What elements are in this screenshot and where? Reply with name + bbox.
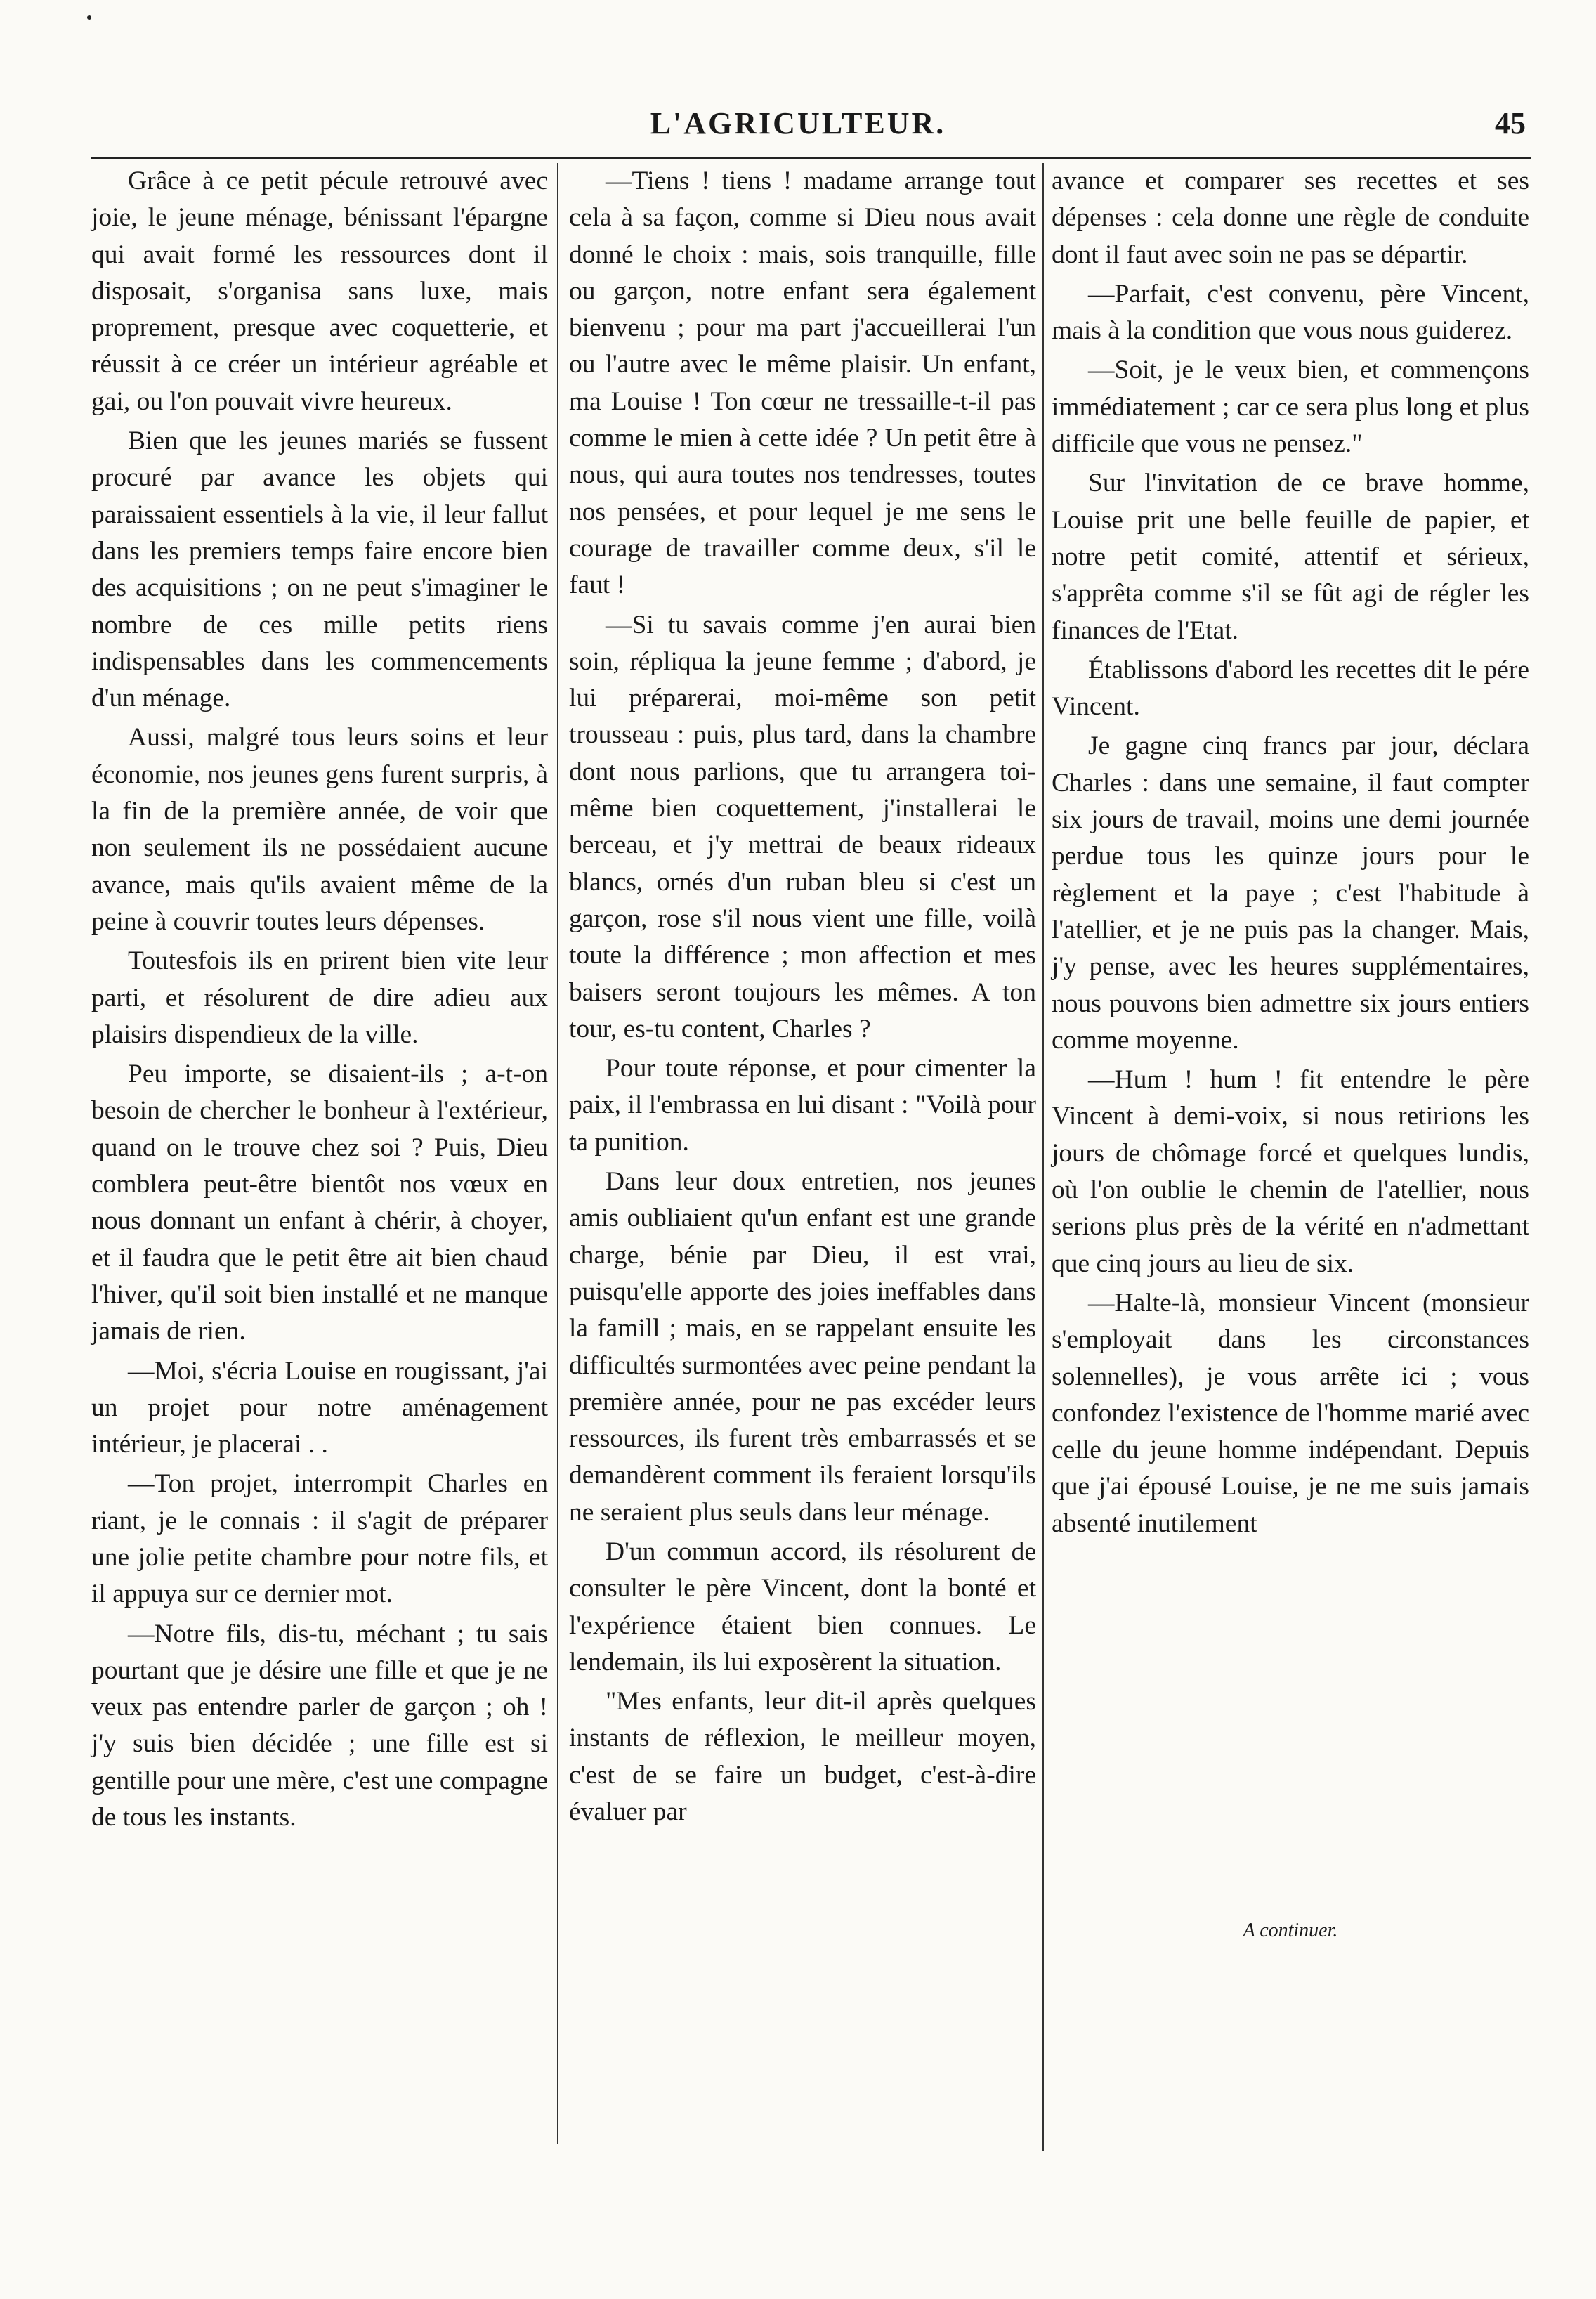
paragraph: —Tiens ! tiens ! madame arrange tout cela à sa façon, comme si Dieu nous avait donné le choix : mais, sois tranquille, fille ou garçon, notre enfant sera également bienvenu ; pour ma part j'accueillerai l'un ou l'autre avec le même plaisir. Un enfant, ma Louise ! Ton cœur ne tressaille-t-il pas comme le mien à cette idée ? Un petit être à nous, qui aura toutes nos tendresses, toutes nos pensées, et pour lequel je me sens le courage de travailler comme deux, s'il le faut ! bbox=[569, 167, 1036, 600]
page-title: L'AGRICULTEUR. bbox=[650, 106, 946, 141]
text-column-1 bbox=[91, 163, 548, 2144]
paragraph: D'un commun accord, ils résolurent de consulter le père Vincent, dont la bonté et l'expérience étaient bien connues. Le lendemain, ils lui exposèrent la situation. bbox=[569, 1537, 1036, 1676]
paragraph: Grâce à ce petit pécule retrouvé avec joie, le jeune ménage, bénissant l'épargne qui avait formé les ressources dont il disposait, s'organisa sans luxe, mais proprement, presque avec coquetterie, et réussit à ce créer un intérieur agréable et gai, ou l'on pouvait vivre heureux. bbox=[91, 167, 548, 416]
paragraph: Toutesfois ils en prirent bien vite leur parti, et résolurent de dire adieu aux plaisirs dispendieux de la ville. bbox=[91, 946, 548, 1049]
page-number: 45 bbox=[1495, 106, 1526, 141]
column-divider bbox=[1042, 163, 1044, 2151]
continuation-note: A continuer. bbox=[1243, 1920, 1338, 1941]
column-divider bbox=[557, 163, 558, 2144]
paragraph: Sur l'invitation de ce brave homme, Louise prit une belle feuille de papier, et notre petit comité, attentif et sérieux, s'apprêta comme s'il se fût agi de régler les finances de l'Etat. bbox=[1052, 469, 1529, 645]
paragraph: Je gagne cinq francs par jour, déclara Charles : dans une semaine, il faut compter six jours de travail, moins une demi journée perdue tous les quinze jours pour le règlement et la paye ; c'est l'habitude à l'atellier, et je ne puis pas la changer. Mais, j'y pense, avec les heures supplémentaires, nous pouvons bien admettre six jours entiers comme moyenne. bbox=[1052, 731, 1529, 1055]
paragraph: Dans leur doux entretien, nos jeunes amis oubliaient qu'un enfant est une grande charge, bénie par Dieu, il est vrai, puisqu'elle apporte des joies ineffables dans la famill ; mais, en se rappelant ensuite les difficultés surmontées avec peine pendant la première année, pour ne pas excéder leurs ressources, ils furent très embarrassés et se demandèrent comment ils feraient lorsqu'ils ne seraient plus seuls dans leur ménage. bbox=[569, 1167, 1036, 1527]
paragraph: Peu importe, se disaient-ils ; a-t-on besoin de chercher le bonheur à l'extérieur, quand on le trouve chez soi ? Puis, Dieu comblera peut-être bientôt nos vœux en nous donnant un enfant à chérir, à choyer, et il faudra que le petit être ait bien chaud l'hiver, qu'il soit bien installé et ne manque jamais de rien. bbox=[91, 1060, 548, 1346]
paragraph: "Mes enfants, leur dit-il après quelques instants de réflexion, le meilleur moyen, c'est de se faire un budget, c'est-à-dire évaluer par bbox=[569, 1687, 1036, 1827]
paragraph: —Hum ! hum ! fit entendre le père Vincent à demi-voix, si nous retirions les jours de chômage forcé et quelques lundis, où l'on oublie le chemin de l'atellier, nous serions plus près de la vérité en n'admettant que cinq jours au lieu de six. bbox=[1052, 1065, 1529, 1278]
paragraph: avance et comparer ses recettes et ses dépenses : cela donne une règle de conduite dont il faut avec soin ne pas se départir. bbox=[1052, 167, 1529, 269]
paragraph: —Moi, s'écria Louise en rougissant, j'ai un projet pour notre aménagement intérieur, je placerai . . bbox=[91, 1356, 548, 1459]
ink-speck bbox=[87, 15, 91, 20]
paragraph: —Si tu savais comme j'en aurai bien soin, répliqua la jeune femme ; d'abord, je lui préparerai, moi-même son petit trousseau : puis, plus tard, dans la chambre dont nous parlions, que tu arrangera toi-même bien coquettement, j'installerai le berceau, et j'y mettrai de beaux rideaux blancs, ornés d'un ruban bleu si c'est un garçon, rose s'il nous vient une fille, voilà toute la différence ; mon affection et mes baisers seront toujours les mêmes. A ton tour, es-tu content, Charles ? bbox=[569, 610, 1036, 1043]
paragraph: —Halte-là, monsieur Vincent (monsieur s'employait dans les circonstances solennelles), je vous arrête ici ; vous confondez l'existence de l'homme marié avec celle du jeune homme indépendant. Depuis que j'ai épousé Louise, je ne me suis jamais absenté inutilement bbox=[1052, 1288, 1529, 1538]
paragraph: —Ton projet, interrompit Charles en riant, je le connais : il s'agit de préparer une jolie petite chambre pour notre fils, et il appuya sur ce dernier mot. bbox=[91, 1469, 548, 1609]
paragraph: —Soit, je le veux bien, et commençons immédiatement ; car ce sera plus long et plus difficile que vous ne pensez." bbox=[1052, 356, 1529, 459]
paragraph: Aussi, malgré tous leurs soins et leur économie, nos jeunes gens furent surpris, à la fin de la première année, de voir que non seulement ils ne possédaient aucune avance, mais qu'ils avaient même de la peine à couvrir toutes leurs dépenses. bbox=[91, 723, 548, 936]
paragraph: Bien que les jeunes mariés se fussent procuré par avance les objets qui paraissaient essentiels à la vie, il leur fallut dans les premiers temps faire encore bien des acquisitions ; on ne peut s'imaginer le nombre de ces mille petits riens indispensables dans les commencements d'un ménage. bbox=[91, 426, 548, 713]
header-rule bbox=[91, 157, 1531, 159]
paragraph: Pour toute réponse, et pour cimenter la paix, il l'embrassa en lui disant : "Voilà pour ta punition. bbox=[569, 1054, 1036, 1157]
text-column-2 bbox=[569, 163, 1036, 2144]
paragraph: —Parfait, c'est convenu, père Vincent, mais à la condition que vous nous guiderez. bbox=[1052, 279, 1529, 346]
text-column-3 bbox=[1052, 163, 1529, 2144]
paragraph: Établissons d'abord les recettes dit le pére Vincent. bbox=[1052, 655, 1529, 722]
paragraph: —Notre fils, dis-tu, méchant ; tu sais pourtant que je désire une fille et que je ne veux pas entendre parler de garçon ; oh ! j'y suis bien décidée ; une fille est si gentille pour une mère, c'est une compagne de tous les instants. bbox=[91, 1619, 548, 1832]
